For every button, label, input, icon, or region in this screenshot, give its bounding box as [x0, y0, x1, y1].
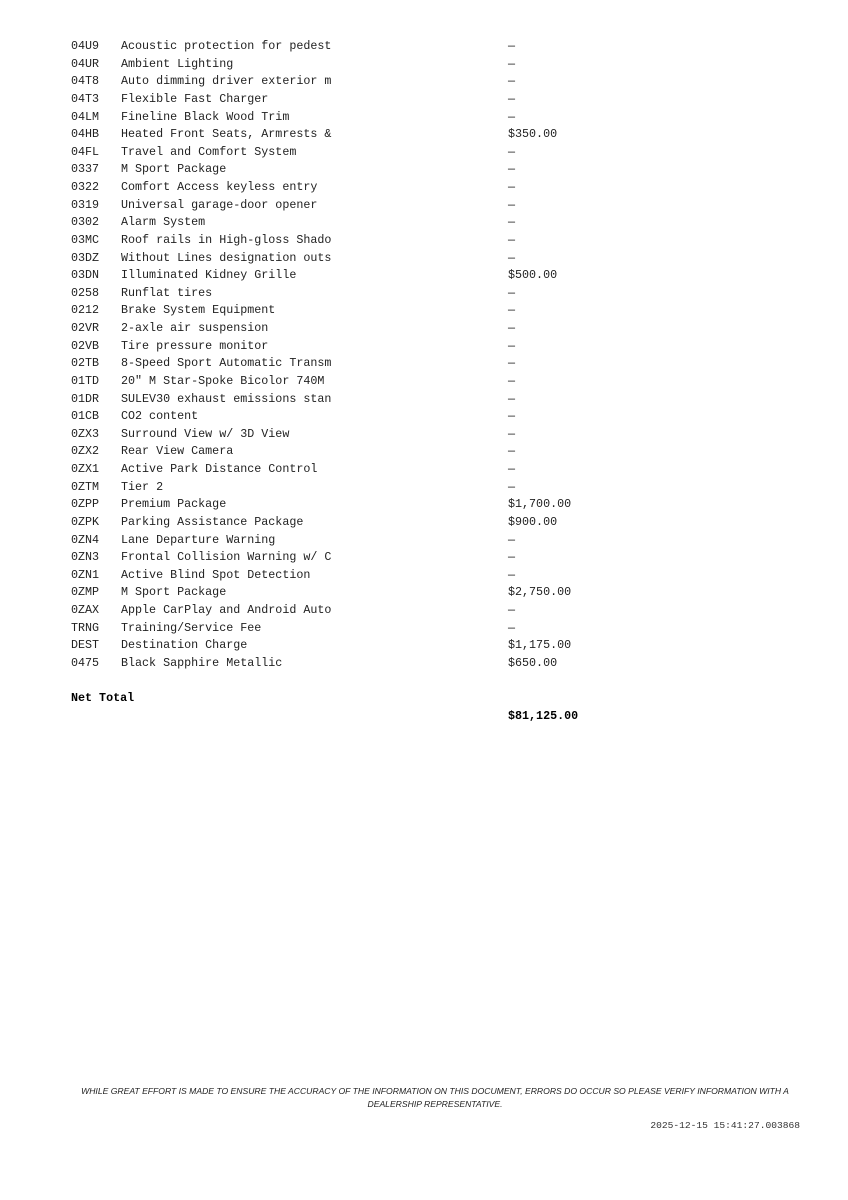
option-code: 02VR — [71, 321, 100, 335]
option-price: — — [508, 144, 516, 159]
option-price: — — [508, 197, 516, 212]
option-price: $650.00 — [508, 655, 558, 670]
option-price: — — [508, 620, 516, 635]
option-code: 04LM — [71, 109, 100, 124]
option-code: 0ZX1 — [71, 462, 100, 476]
option-code: 0ZN1 — [71, 567, 100, 582]
option-description: Alarm System — [121, 215, 206, 230]
option-price: $900.00 — [508, 514, 558, 529]
option-code: 0ZX2 — [71, 444, 100, 459]
table-row — [71, 197, 516, 215]
option-description: Without Lines designation outs — [121, 250, 332, 265]
table-row — [71, 285, 516, 303]
option-code: 0ZTM — [71, 479, 100, 494]
table-row — [71, 426, 516, 444]
option-description: Frontal Collision Warning w/ C — [121, 550, 332, 565]
option-price: — — [508, 250, 516, 265]
option-description: Brake System Equipment — [121, 303, 276, 318]
option-description: 2-axle air suspension — [121, 321, 269, 335]
option-code: 02VB — [71, 338, 100, 353]
table-row — [71, 320, 516, 338]
table-row — [71, 514, 558, 532]
option-price: $2,750.00 — [508, 585, 572, 600]
table-row — [71, 179, 516, 197]
table-row — [71, 496, 572, 514]
option-code: 0302 — [71, 215, 100, 230]
option-price: — — [508, 426, 516, 441]
option-code: 0ZN3 — [71, 550, 100, 565]
option-code: 0ZPP — [71, 497, 100, 512]
table-row — [71, 214, 516, 232]
timestamp: 2025-12-15 15:41:27.003868 — [650, 1120, 800, 1131]
option-price: — — [508, 215, 516, 230]
option-price: — — [508, 532, 516, 547]
table-row — [71, 620, 516, 638]
option-description: Active Park Distance Control — [121, 462, 318, 476]
option-description: Acoustic protection for pedest — [121, 39, 332, 53]
option-code: 04U9 — [71, 39, 100, 53]
option-description: Training/Service Fee — [121, 620, 262, 635]
net-total-value: $81,125.00 — [508, 708, 579, 723]
option-description: Universal garage-door opener — [121, 197, 318, 212]
option-description: Active Blind Spot Detection — [121, 567, 311, 582]
option-description: M Sport Package — [121, 585, 227, 600]
table-row — [71, 91, 516, 109]
option-description: Lane Departure Warning — [121, 532, 276, 547]
option-code: DEST — [71, 638, 100, 653]
option-description: Premium Package — [121, 497, 227, 512]
table-row — [71, 479, 516, 497]
option-price: — — [508, 409, 516, 424]
option-code: 01DR — [71, 391, 100, 406]
table-row — [71, 267, 558, 285]
option-code: 03DN — [71, 268, 100, 283]
option-price: — — [508, 603, 516, 617]
option-price: — — [508, 479, 516, 494]
option-description: CO2 content — [121, 409, 199, 424]
option-price: — — [508, 567, 516, 582]
table-row — [71, 109, 516, 127]
table-row — [71, 161, 516, 179]
disclaimer: WHILE GREAT EFFORT IS MADE TO ENSURE THE ACCURACY OF THE INFORMATION ON THIS DOCUMENT, ERRORS DO OCCUR SO PLEASE VERIFY INFORMATION WITH A DEALERSHIP REPRESENTATIVE. — [81, 1086, 789, 1109]
option-code: 0ZMP — [71, 585, 100, 600]
option-price: — — [508, 56, 516, 71]
table-row — [71, 655, 558, 673]
table-row — [71, 38, 516, 56]
option-price: — — [508, 550, 516, 565]
option-price: — — [508, 356, 516, 371]
option-code: 04T8 — [71, 74, 100, 89]
option-code: 03DZ — [71, 250, 100, 265]
option-description: Illuminated Kidney Grille — [121, 268, 297, 283]
option-code: 0319 — [71, 197, 100, 212]
table-row — [71, 408, 516, 426]
option-price: — — [508, 39, 516, 53]
table-row — [71, 602, 516, 620]
option-code: 03MC — [71, 232, 100, 247]
option-description: Flexible Fast Charger — [121, 91, 269, 106]
option-description: Comfort Access keyless entry — [121, 180, 318, 194]
option-code: 04T3 — [71, 91, 100, 106]
option-price: $1,700.00 — [508, 497, 572, 512]
table-row — [71, 461, 516, 479]
option-description: Fineline Black Wood Trim — [121, 109, 290, 124]
option-price: — — [508, 391, 516, 406]
option-price: — — [508, 91, 516, 106]
table-row — [71, 567, 516, 585]
table-row — [71, 56, 516, 74]
option-price: — — [508, 232, 516, 247]
option-description: Runflat tires — [121, 285, 213, 300]
option-description: Heated Front Seats, Armrests & — [121, 127, 332, 142]
option-code: 0ZX3 — [71, 426, 100, 441]
options-table — [71, 38, 579, 723]
option-price: — — [508, 321, 516, 335]
option-description: SULEV30 exhaust emissions stan — [121, 391, 332, 406]
option-price: — — [508, 444, 516, 459]
option-description: Destination Charge — [121, 638, 248, 653]
option-price: — — [508, 462, 516, 476]
option-code: 0258 — [71, 285, 100, 300]
option-price: $500.00 — [508, 268, 558, 283]
option-code: 0475 — [71, 655, 100, 670]
option-code: 01TD — [71, 373, 100, 388]
table-row — [71, 391, 516, 409]
option-code: TRNG — [71, 620, 100, 635]
option-description: Black Sapphire Metallic — [121, 655, 283, 670]
option-description: 20" M Star-Spoke Bicolor 740M — [121, 373, 325, 388]
table-row — [71, 250, 516, 268]
table-row — [71, 373, 516, 391]
table-row — [71, 126, 558, 144]
table-row — [71, 73, 516, 91]
option-description: Ambient Lighting — [121, 56, 234, 71]
option-description: Surround View w/ 3D View — [121, 426, 290, 441]
table-row — [71, 355, 516, 373]
table-row — [71, 443, 516, 461]
option-price: $350.00 — [508, 127, 558, 142]
option-code: 0337 — [71, 162, 100, 177]
table-row — [71, 302, 516, 320]
option-code: 02TB — [71, 356, 100, 371]
option-code: 04HB — [71, 127, 100, 142]
option-price: — — [508, 74, 516, 89]
option-code: 04FL — [71, 144, 100, 159]
table-row — [71, 232, 516, 250]
option-description: Apple CarPlay and Android Auto — [121, 603, 332, 617]
net-total-row — [71, 673, 579, 723]
option-code: 0322 — [71, 180, 100, 194]
option-description: Parking Assistance Package — [121, 514, 304, 529]
option-description: 8-Speed Sport Automatic Transm — [121, 356, 332, 371]
net-total-label: Net Total — [71, 691, 135, 706]
option-code: 01CB — [71, 409, 100, 424]
option-description: Rear View Camera — [121, 444, 234, 459]
option-description: Auto dimming driver exterior m — [121, 74, 332, 89]
option-description: Travel and Comfort System — [121, 144, 297, 159]
option-price: — — [508, 285, 516, 300]
option-price: — — [508, 303, 516, 318]
table-row — [71, 144, 516, 162]
option-price: — — [508, 162, 516, 177]
table-row — [71, 584, 572, 602]
option-code: 0ZN4 — [71, 532, 100, 547]
option-price: — — [508, 373, 516, 388]
option-price: $1,175.00 — [508, 638, 572, 653]
table-row — [71, 549, 516, 567]
option-price: — — [508, 109, 516, 124]
table-row — [71, 637, 572, 655]
table-row — [71, 338, 516, 356]
option-description: M Sport Package — [121, 162, 227, 177]
option-price: — — [508, 180, 516, 194]
option-code: 04UR — [71, 56, 100, 71]
option-code: 0ZAX — [71, 603, 100, 617]
option-code: 0ZPK — [71, 514, 100, 529]
option-code: 0212 — [71, 303, 100, 318]
option-description: Roof rails in High-gloss Shado — [121, 232, 332, 247]
option-description: Tier 2 — [121, 479, 164, 494]
option-price: — — [508, 338, 516, 353]
option-description: Tire pressure monitor — [121, 338, 269, 353]
table-row — [71, 532, 516, 550]
